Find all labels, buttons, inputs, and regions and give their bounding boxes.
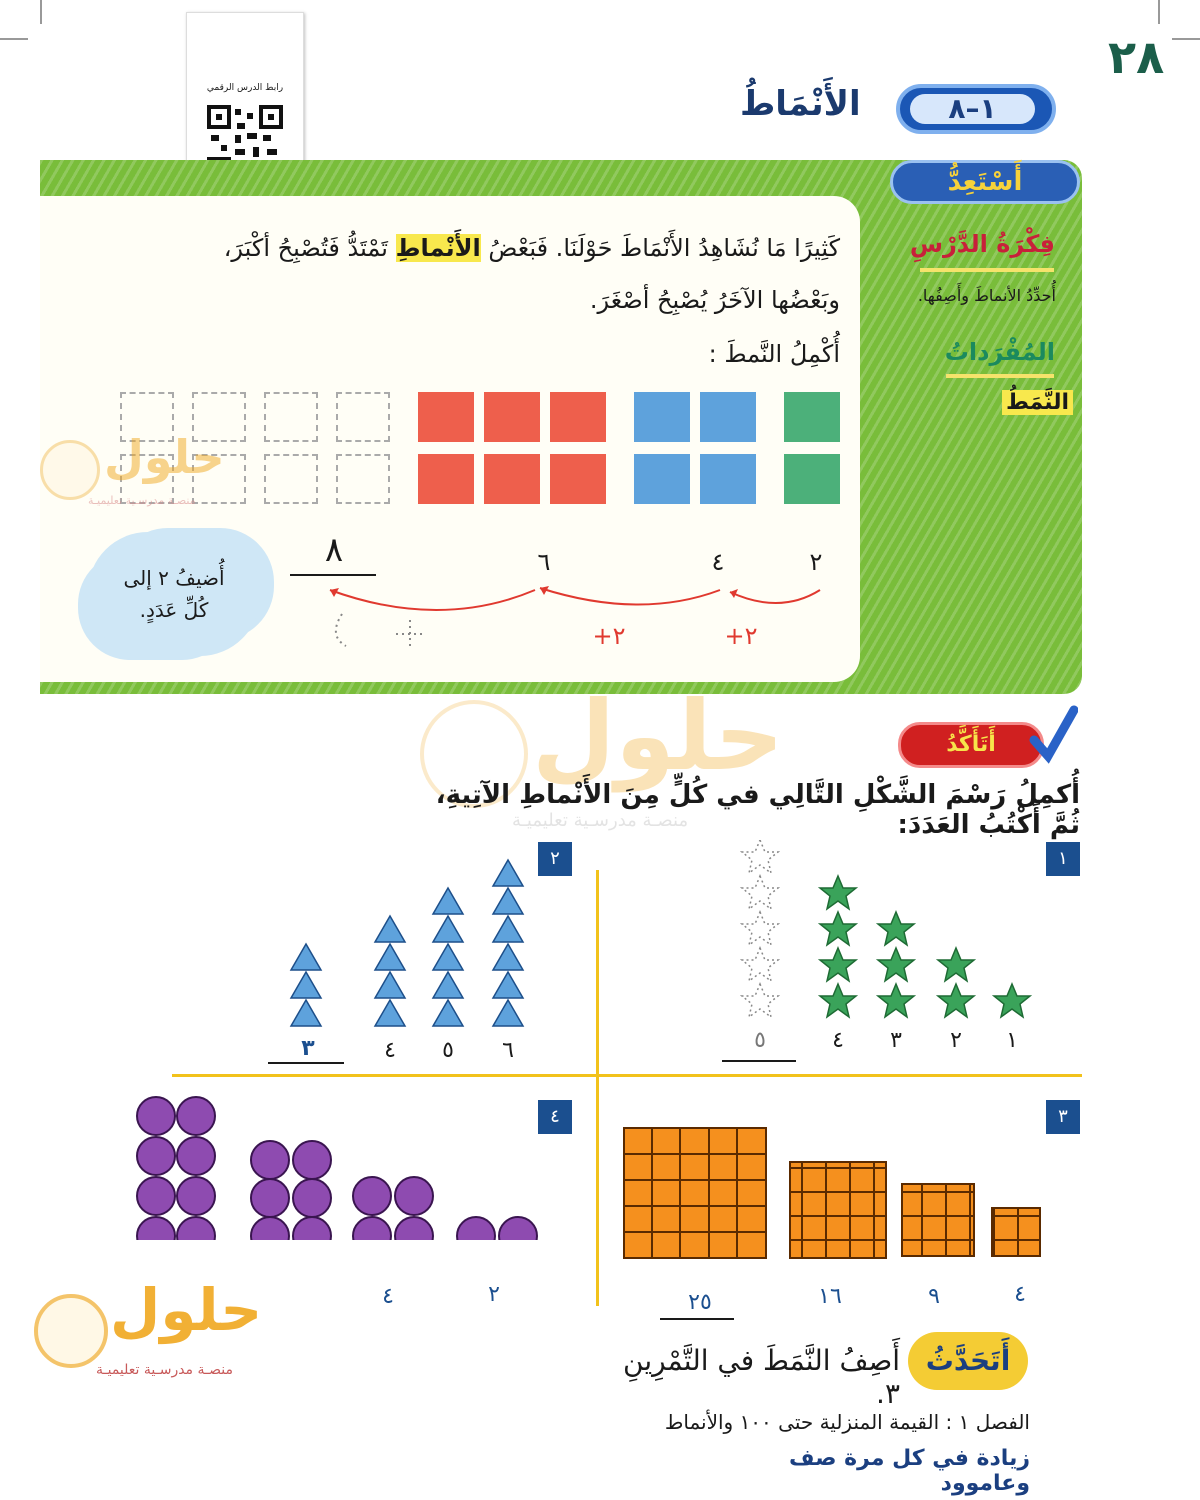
red-square bbox=[484, 392, 540, 442]
talk-label: أَتَحَدَّثُ bbox=[908, 1332, 1028, 1390]
lesson-idea-title: فِكْرَةُ الدَّرْسِ bbox=[909, 230, 1055, 258]
grid-count-label: ٩ bbox=[928, 1284, 940, 1309]
circle-count-label: ٢ bbox=[488, 1282, 500, 1307]
star-column-2 bbox=[938, 948, 974, 1017]
hint-line: أُضيفُ ٢ إلى bbox=[123, 566, 225, 590]
star-count-label: ٤ bbox=[832, 1028, 844, 1053]
lesson-title: الأَنْمَاطُ bbox=[740, 84, 861, 124]
star-count-label: ٢ bbox=[950, 1028, 962, 1053]
green-square bbox=[784, 454, 840, 504]
circle-count-label: ٤ bbox=[382, 1284, 394, 1309]
star-column-4 bbox=[820, 876, 856, 1017]
blue-square bbox=[634, 392, 690, 442]
dashed-square bbox=[264, 454, 318, 504]
watermark-tagline: منصـة مدرسـية تعليميـة bbox=[96, 1362, 233, 1378]
circle-group-6 bbox=[251, 1141, 331, 1255]
divider bbox=[946, 374, 1054, 378]
grid-5x5 bbox=[624, 1128, 766, 1258]
grid-3x3 bbox=[902, 1184, 974, 1256]
handwritten-note: زيادة في كل مرة صف وعاموود bbox=[789, 1446, 1030, 1496]
watermark-tagline: منصـة مدرسـية تعليميـة bbox=[512, 810, 689, 831]
triangle-answer: ٣ bbox=[301, 1036, 315, 1061]
lesson-number: ١–٨ bbox=[910, 94, 1035, 124]
watermark-tagline: منصـة مدرسـية تعليميـة bbox=[88, 494, 196, 507]
page-number: ٢٨ bbox=[1108, 30, 1165, 84]
keyword-highlight: الأَنْماطِ bbox=[395, 234, 481, 262]
triangle-count-label: ٤ bbox=[384, 1038, 396, 1063]
answer-line bbox=[660, 1318, 734, 1320]
circle-pattern bbox=[130, 1090, 550, 1260]
triangle-column-6 bbox=[493, 860, 523, 1026]
intro-line-3: أُكْمِلُ النَّمطَ : bbox=[708, 340, 840, 368]
exercise-number: ٤ bbox=[538, 1100, 572, 1134]
star-count-label: ١ bbox=[1006, 1028, 1018, 1053]
answer-line bbox=[268, 1062, 344, 1064]
divider-horizontal bbox=[172, 1074, 1082, 1077]
divider bbox=[920, 268, 1054, 272]
step-label: +٢ bbox=[724, 622, 758, 650]
star-column-answer bbox=[742, 840, 778, 1017]
watermark-logo-icon bbox=[34, 1294, 108, 1368]
crop-mark bbox=[40, 0, 42, 24]
blue-square bbox=[700, 392, 756, 442]
triangle-column-5 bbox=[433, 888, 463, 1026]
green-square bbox=[784, 392, 840, 442]
exercise-number: ٢ bbox=[538, 842, 572, 876]
star-column-3 bbox=[878, 912, 914, 1017]
pattern-number: ٤ bbox=[711, 548, 725, 576]
watermark-brand: حلول bbox=[104, 430, 225, 484]
grid-answer: ٢٥ bbox=[688, 1290, 712, 1315]
intro-text: كَثِيرًا مَا نُشَاهِدُ الأَنْمَاطَ حَوْلَنَا. فَبَعْضُ bbox=[488, 234, 840, 262]
lesson-idea-text: أُحدِّدُ الأنماطَ وأَصِفُها. bbox=[917, 286, 1056, 305]
check-label: أَتَأَكَّدُ bbox=[898, 722, 1044, 768]
triangle-pattern bbox=[280, 858, 540, 1038]
dashed-square bbox=[336, 454, 390, 504]
pattern-number: ٦ bbox=[537, 548, 551, 576]
intro-line-2: وبَعْضُها الآخَرُ يُصْبِحُ أصْغَرَ. bbox=[589, 286, 840, 314]
hint-text bbox=[88, 562, 260, 626]
vocab-title: المُفْرَداتُ bbox=[944, 338, 1055, 366]
triangle-count-label: ٥ bbox=[442, 1038, 454, 1063]
grid-count-label: ٤ bbox=[1014, 1282, 1026, 1307]
triangle-count-label: ٦ bbox=[502, 1038, 514, 1063]
answer-line bbox=[290, 574, 376, 576]
pattern-number-answer: ٨ bbox=[324, 530, 344, 570]
red-square bbox=[418, 454, 474, 504]
answer-line bbox=[722, 1060, 796, 1062]
exercise-instruction: أُكمِلُ رَسْمَ الشَّكْلِ التَّالِي في كُلٍّ مِنَ الأَنْماطِ الآتِيةِ، ثُمَّ أَكْتُبُ العَدَدَ: bbox=[435, 780, 1080, 840]
chapter-footer: الفصل ١ : القيمة المنزلية حتى ١٠٠ والأنماط bbox=[664, 1410, 1030, 1434]
vocab-word: النَّمَطُ bbox=[1002, 390, 1073, 415]
crop-mark bbox=[1172, 38, 1200, 40]
watermark-logo-icon bbox=[40, 440, 100, 500]
red-square bbox=[550, 454, 606, 504]
checkmark-icon bbox=[1028, 704, 1078, 764]
dashed-square bbox=[264, 392, 318, 442]
exercise-number: ٣ bbox=[1046, 1100, 1080, 1134]
star-column-1 bbox=[994, 984, 1030, 1017]
grid-2x2 bbox=[992, 1208, 1040, 1256]
star-pattern bbox=[700, 840, 1040, 1030]
hint-cloud bbox=[88, 532, 260, 656]
hint-line: كُلِّ عَدَدٍ. bbox=[139, 598, 209, 622]
star-count-label: ٣ bbox=[890, 1028, 902, 1053]
exercise-number: ١ bbox=[1046, 842, 1080, 876]
grid-count-label: ١٦ bbox=[818, 1284, 842, 1309]
prepare-label: أَسْتَعِدُّ bbox=[890, 160, 1080, 204]
red-square bbox=[418, 392, 474, 442]
crop-mark bbox=[1158, 0, 1160, 24]
blue-square bbox=[700, 454, 756, 504]
intro-line-1 bbox=[180, 222, 840, 274]
triangle-column-4 bbox=[375, 916, 405, 1026]
watermark-brand: حلول bbox=[110, 1276, 263, 1344]
red-square bbox=[550, 392, 606, 442]
blue-square bbox=[634, 454, 690, 504]
qr-title: رابط الدرس الرقمي bbox=[206, 83, 284, 93]
circle-group-8 bbox=[137, 1097, 215, 1255]
crop-mark bbox=[0, 38, 28, 40]
grid-4x4 bbox=[790, 1162, 886, 1258]
dashed-square bbox=[336, 392, 390, 442]
star-answer: ٥ bbox=[754, 1028, 766, 1053]
pattern-number: ٢ bbox=[809, 548, 823, 576]
step-label: +٢ bbox=[592, 622, 626, 650]
intro-text: تَمْتَدُّ فَتُصْبِحُ أكْبَرَ، bbox=[223, 234, 388, 262]
triangle-column-3 bbox=[291, 944, 321, 1026]
talk-text: أَصِفُ النَّمَطَ في التَّمْرِينِ ٣. bbox=[623, 1344, 900, 1410]
watermark-brand: حلول bbox=[532, 680, 784, 792]
square-grid-pattern bbox=[610, 1120, 1050, 1270]
red-square bbox=[484, 454, 540, 504]
lesson-badge bbox=[896, 84, 1056, 134]
divider-vertical bbox=[596, 870, 599, 1306]
